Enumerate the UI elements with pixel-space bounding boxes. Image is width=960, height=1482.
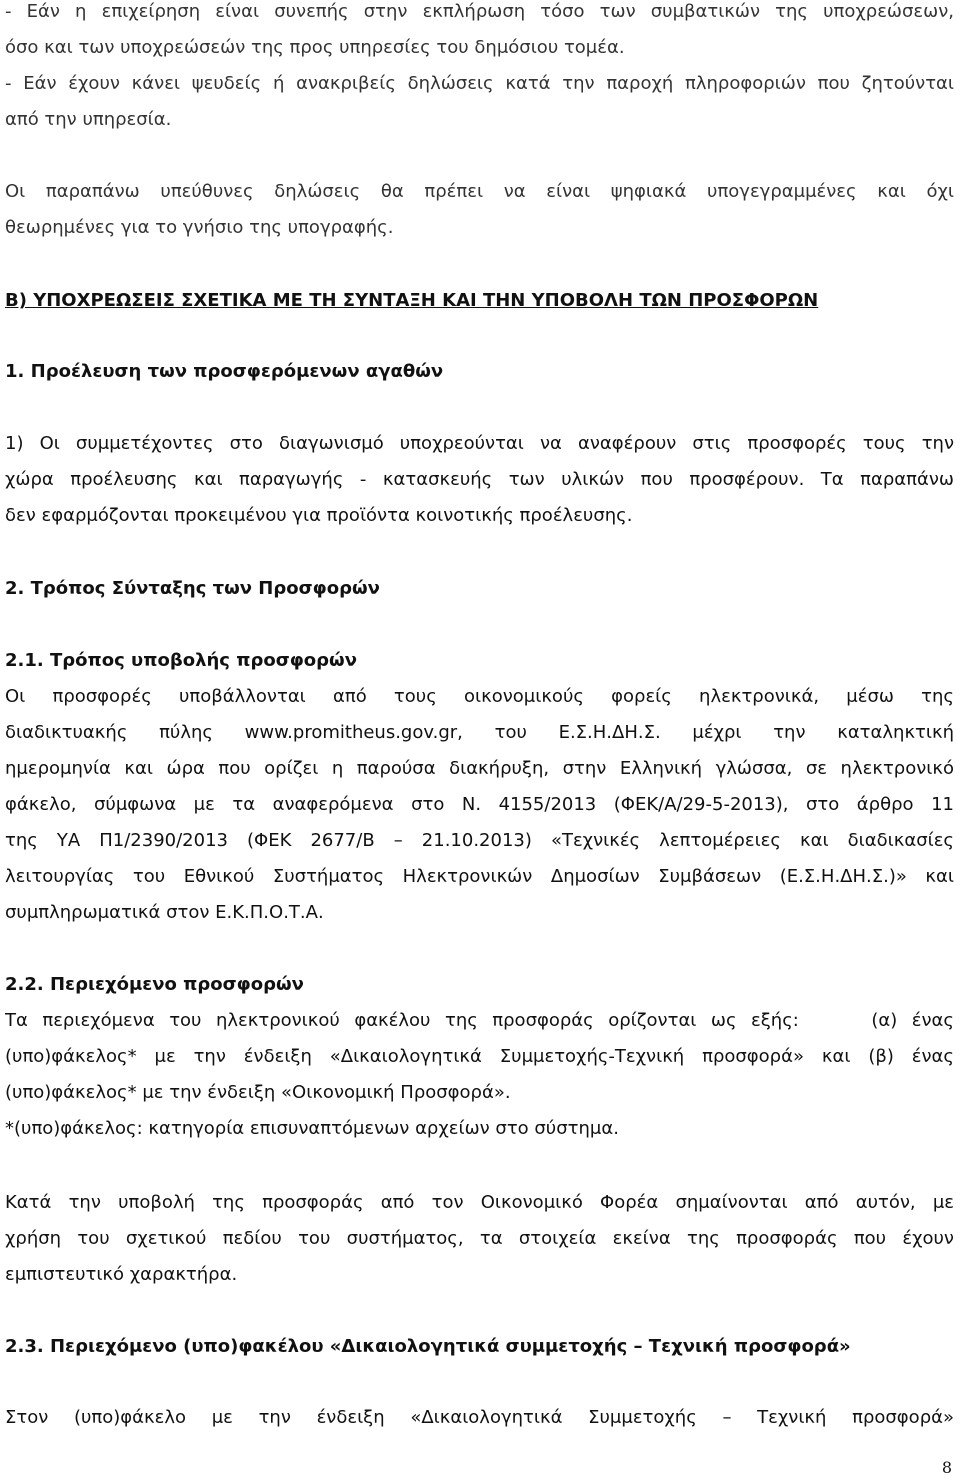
section-2-2-line: Τα περιεχόμενα του ηλεκτρονικού φακέλου της προσφοράς ορίζονται ως εξής: (α) ένας (5, 1010, 954, 1031)
section-2-3-paragraph (5, 1400, 954, 1436)
section-2-1-line: Οι προσφορές υποβάλλονται από τους οικονομικούς φορείς ηλεκτρονικά, μέσω της (5, 686, 954, 707)
submission-note-line: Κατά την υποβολή της προσφοράς από τον Οικονομικό Φορέα σημαίνονται από αυτόν, με (5, 1192, 954, 1213)
submission-note-line: εμπιστευτικό χαρακτήρα. (5, 1264, 238, 1285)
section-1-line: δεν εφαρμόζονται προκειμένου για προϊόντα κοινοτικής προέλευσης. (5, 505, 633, 526)
page-number: 8 (941, 1458, 952, 1477)
section-2-1 (5, 643, 954, 931)
signature-note-line: Οι παραπάνω υπεύθυνες δηλώσεις θα πρέπει να είναι ψηφιακά υπογεγραμμένες και όχι (5, 181, 954, 202)
section-1-paragraph (5, 426, 954, 534)
section-2-1-line: λειτουργίας του Εθνικού Συστήματος Ηλεκτρονικών Δημοσίων Συμβάσεων (Ε.Σ.Η.ΔΗ.Σ.)» και (5, 866, 954, 887)
intro-line: όσο και των υποχρεώσεών της προς υπηρεσίες του δημόσιου τομέα. (5, 37, 625, 58)
section-b-heading: Β) ΥΠΟΧΡΕΩΣΕΙΣ ΣΧΕΤΙΚΑ ΜΕ ΤΗ ΣΥΝΤΑΞΗ ΚΑΙ ΤΗΝ ΥΠΟΒΟΛΗ ΤΩΝ ΠΡΟΣΦΟΡΩΝ (5, 290, 819, 311)
section-2-2 (5, 967, 954, 1147)
intro-line: - Εάν έχουν κάνει ψευδείς ή ανακριβείς δηλώσεις κατά την παροχή πληροφοριών που ζητούνται (5, 73, 954, 94)
section-2-1-line: ημερομηνία και ώρα που ορίζει η παρούσα διακήρυξη, στην Ελληνική γλώσσα, σε ηλεκτρονικό (5, 758, 954, 779)
submission-note-paragraph (5, 1185, 954, 1293)
section-2-1-heading: 2.1. Τρόπος υποβολής προσφορών (5, 650, 357, 671)
section-1-heading: 1. Προέλευση των προσφερόμενων αγαθών (5, 361, 444, 382)
intro-line: - Εάν η επιχείρηση είναι συνεπής στην εκπλήρωση τόσο των συμβατικών της υποχρεώσεων, (5, 1, 954, 22)
intro-line: από την υπηρεσία. (5, 109, 172, 130)
intro-paragraph (5, 0, 954, 138)
signature-note-paragraph (5, 174, 954, 246)
section-2 (5, 571, 954, 607)
section-2-3-heading: 2.3. Περιεχόμενο (υπο)φακέλου «Δικαιολογητικά συμμετοχής – Τεχνική προσφορά» (5, 1336, 851, 1357)
signature-note-line: θεωρημένες για το γνήσιο της υπογραφής. (5, 217, 394, 238)
section-b (5, 283, 954, 319)
section-2-1-line: συμπληρωματικά στον Ε.Κ.Π.Ο.Τ.Α. (5, 902, 324, 923)
submission-note-line: χρήση του σχετικού πεδίου του συστήματος, τα στοιχεία εκείνα της προσφοράς που έχουν (5, 1228, 954, 1249)
section-1 (5, 354, 954, 390)
section-2-1-line: της ΥΑ Π1/2390/2013 (ΦΕΚ 2677/Β – 21.10.2013) «Τεχνικές λεπτομέρειες και διαδικασίες (5, 830, 954, 851)
section-2-heading: 2. Τρόπος Σύνταξης των Προσφορών (5, 578, 380, 599)
section-2-3-line: Στον (υπο)φάκελο με την ένδειξη «Δικαιολογητικά Συμμετοχής – Τεχνική προσφορά» (5, 1407, 954, 1428)
section-2-2-line: (υπο)φάκελος* με την ένδειξη «Οικονομική Προσφορά». (5, 1082, 511, 1103)
section-2-2-line: (υπο)φάκελος* με την ένδειξη «Δικαιολογητικά Συμμετοχής-Τεχνική προσφορά» και (β) ένας (5, 1046, 954, 1067)
section-1-line: 1) Οι συμμετέχοντες στο διαγωνισμό υποχρεούνται να αναφέρουν στις προσφορές τους την (5, 433, 954, 454)
section-2-1-line: φάκελο, σύμφωνα με τα αναφερόμενα στο Ν. 4155/2013 (ΦΕΚ/Α/29-5-2013), στο άρθρο 11 (5, 794, 954, 815)
section-2-3 (5, 1329, 954, 1365)
section-2-2-line: *(υπο)φάκελος: κατηγορία επισυναπτόμενων αρχείων στο σύστημα. (5, 1118, 619, 1139)
section-2-2-heading: 2.2. Περιεχόμενο προσφορών (5, 974, 304, 995)
section-1-line: χώρα προέλευσης και παραγωγής - κατασκευής των υλικών που προσφέρουν. Τα παραπάνω (5, 469, 954, 490)
section-2-1-line: διαδικτυακής πύλης www.promitheus.gov.gr, του Ε.Σ.Η.ΔΗ.Σ. μέχρι την καταληκτική (5, 722, 954, 743)
